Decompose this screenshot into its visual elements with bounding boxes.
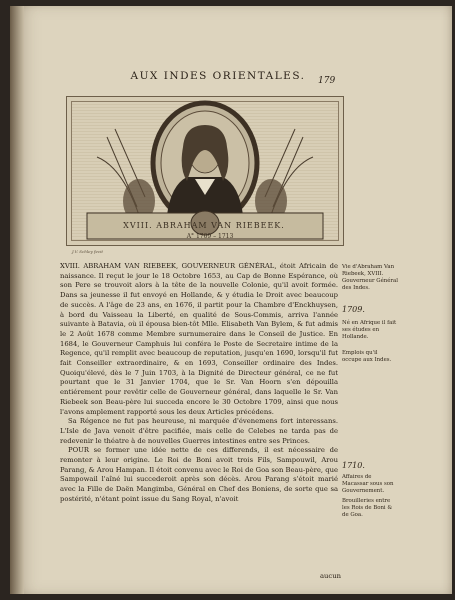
margin-note: Brouilleries entre les Rois de Boni & de Goa. [342,498,393,518]
body-text [60,262,338,505]
margin-note: Emplois qu'il occupe aux Indes. [342,350,392,363]
engraver-credit: J.V. Schley fecit [72,249,104,254]
margin-year: 1710. [342,461,365,470]
paragraph: Sa Régence ne fut pas heureuse, ni marquée d'évenemens fort interessans. L'Isle de Java venoit d'être pacifiée, mais celle de Celebes ne tarda pas de redevenir le théatre à de nouvelles Guerres intestines entre ses Princes. [60,417,338,445]
margin-year: 1709. [342,305,365,314]
engraving-caption: XVIII. ABRAHAM VAN RIEBEEK. [123,221,285,230]
paragraph: POUR se former une idée nette de ces differends, il est nécessaire de remonter à leur origine. Le Roi de Boni avoit trois Fils, Sampouwil, Arou Parang, & Arou Hampan. Il étoit convenu avec le Roi de Goa son Beau-père, que Sampowail l'aîné lui succederoit après son décès. Arou Parang s'étoit marié avec la Fille de Daën Mangimba, Général en Chef des Boniens, de sorte que sa postérité, n'étant point issue du Sang Royal, n'avoit [60,446,338,503]
running-header: AUX INDES ORIENTALES. [130,70,306,82]
paragraph: XVIII. ABRAHAM VAN RIEBEEK, GOUVERNEUR GÉNÉRAL, étoit Africain de naissance. Il reçut le jour le 18 Octobre 1653, au Cap de Bonne Espérance, où son Pere se trouvoit alors à la tête de la nouvelle Colonie, qu'il avoit formée. Dans sa jeunesse il fut envoyé en Hollande, & y étudia le Droit avec beaucoup de succès. A l'âge de 23 ans, en 1676, il partit pour la Chambre d'Enckhuysen, à bord du Vaisseau la Liberté, en qualité de Sous-Commis, arriva l'année suivante à Batavia, où il épousa bien-tôt Mlle. Elisabeth Van Bylem, & fut admis le 2 Août 1678 comme Membre surnumeraire dans le Conseil de Justice. En 1684, le Gouverneur Camphuis lui conféra le Poste de Secretaire intime de la Regence, qu'il remplit avec beaucoup de reputation, jusqu'en 1690, lorsqu'il fut fait Conseiller extraordinaire, & en 1693, Conseiller ordinaire des Indes. Quoiqu'élevé, dès le 7 Juin 1703, à la Dignité de Directeur général, ce ne fut pourtant que le 31 Janvier 1704, que le Sr. Van Hoorn s'en dépouilla entiérement pour revêtir celle de Gouverneur général, dans laquelle le Sr. Van Riebeek son Beau-père lui succeda encore le 30 Octobre 1709, ainsi que nous l'avons amplement rapporté sous les deux Articles précédens. [60,262,338,416]
catchword: aucun [320,572,341,580]
page-number: 179 [318,76,336,86]
margin-note: Affaires de Macassar sous son Gouvernement. [342,474,394,494]
page-gutter [10,6,24,594]
margin-note: Né en Afrique il fait ses études en Hollande. [342,320,397,340]
engraving-dates: A° 1709 – 1713 [186,233,234,240]
margin-note: Vie d'Abraham Van Riebeek, XVIII. Gouverneur Général des Indes. [342,264,398,291]
